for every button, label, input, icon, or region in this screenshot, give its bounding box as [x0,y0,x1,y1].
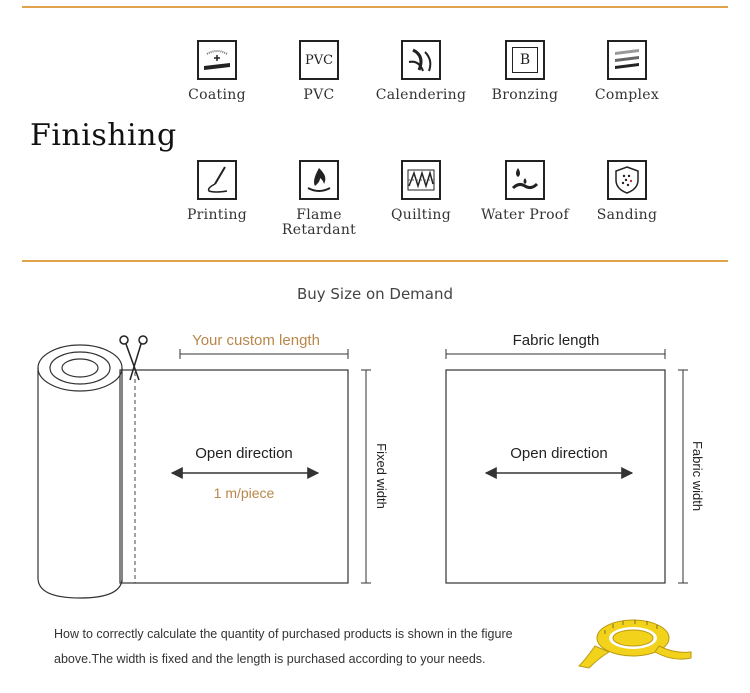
instructions-caption [54,622,584,672]
scissors-icon [120,336,147,380]
caption-line: How to correctly calculate the quantity of purchased products is shown in the figure [54,627,513,641]
feature-label: PVC [303,87,335,103]
fabric-length-label: Fabric length [512,332,600,349]
feature-label: Quilting [391,207,451,223]
feature-label: Bronzing [491,87,559,103]
feature-label: Flame Retardant [281,207,357,238]
custom-fabric-panel [120,370,348,583]
feature-label: Coating [188,87,246,103]
unit-label: 1 m/piece [213,485,275,501]
open-direction-label-right: Open direction [510,445,608,462]
fixed-width-dimension [361,370,371,583]
feature-label: Calendering [375,87,467,103]
fabric-length-dimension [446,349,665,359]
feature-label: Complex [594,87,660,103]
measuring-tape-image [575,610,695,670]
feature-label: Water Proof [480,207,570,223]
fixed-width-label: Fixed width [374,443,389,509]
bronzing-icon: B [505,40,545,80]
custom-length-dimension [180,349,348,359]
feature-label: Sanding [596,207,658,223]
fabric-width-dimension [678,370,688,583]
fabric-roll [38,345,348,598]
open-direction-label-left: Open direction [195,445,293,462]
finishing-title: Finishing [30,118,177,153]
custom-length-label: Your custom length [192,332,320,349]
section-title: Buy Size on Demand [296,285,454,303]
fabric-panel [446,370,665,583]
pvc-icon: PVC [299,40,339,80]
feature-label: Printing [186,207,248,223]
caption-line: above.The width is fixed and the length is purchased according to your needs. [54,652,486,666]
fabric-width-label: Fabric width [690,440,705,512]
